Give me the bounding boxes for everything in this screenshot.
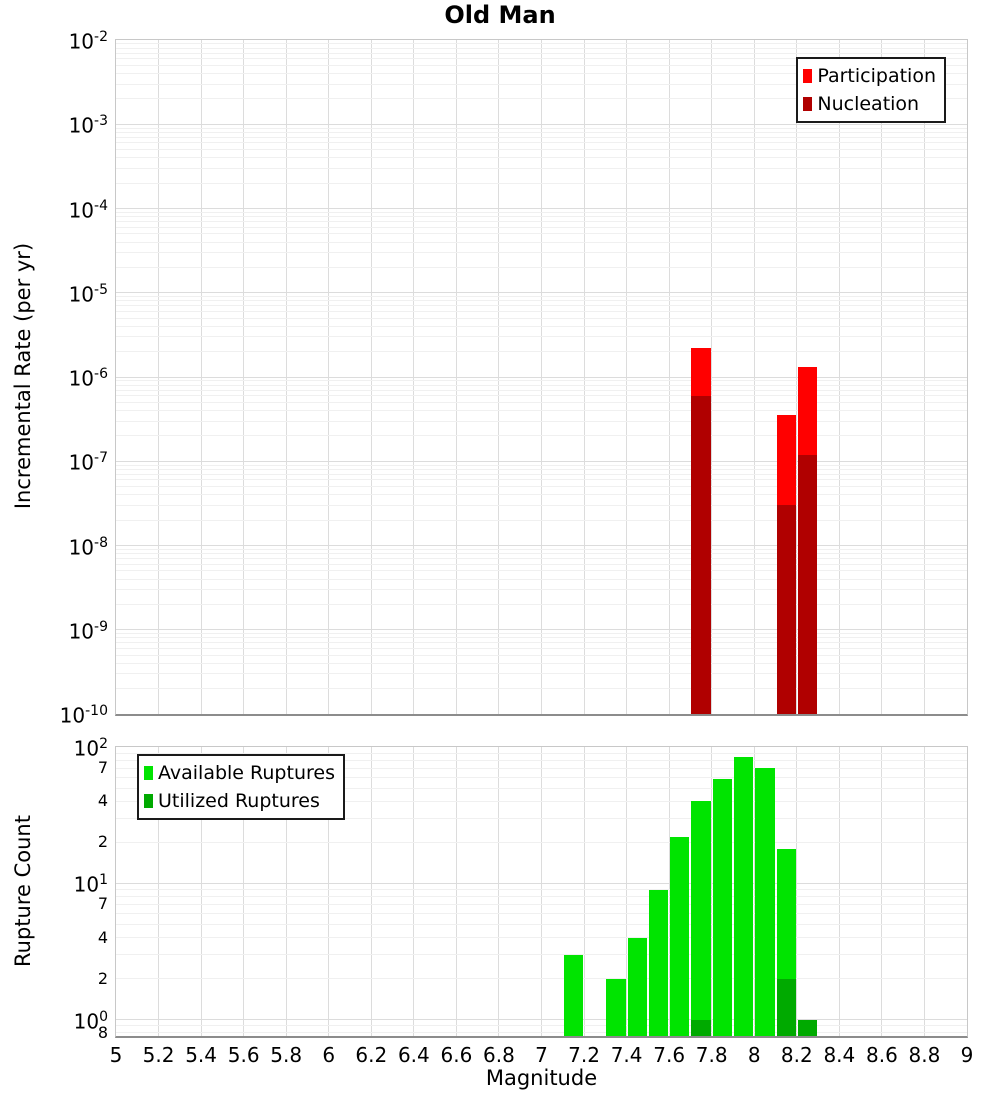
gridline-horizontal [116,336,967,337]
gridline-horizontal [116,655,967,656]
y-tick-label: $10^{-3}$ [68,113,108,138]
x-tick-label: 7 [535,1043,548,1067]
bar-available-ruptures [606,979,625,1036]
legend-label-available-ruptures: Available Ruptures [158,762,335,784]
gridline-horizontal [116,305,967,306]
gridline-horizontal [116,629,967,630]
gridline-horizontal [116,292,967,293]
gridline-horizontal [116,570,967,571]
y-tick-label: $10^{-2}$ [68,29,108,54]
gridline-horizontal [116,688,967,689]
legend-label-participation: Participation [817,65,936,87]
x-tick-label: 8.6 [865,1043,898,1067]
gridline-horizontal [116,978,967,979]
gridline-horizontal [116,377,967,378]
gridline-horizontal [116,208,967,209]
gridline-horizontal [116,604,967,605]
gridline-horizontal [116,137,967,138]
gridline-horizontal [116,889,967,890]
x-tick-label: 8.2 [780,1043,813,1067]
gridline-horizontal [116,637,967,638]
y-minor-tick-label: 4 [97,927,108,947]
gridline-horizontal [116,461,967,462]
x-tick-label: 5.2 [142,1043,175,1067]
available-ruptures-swatch-icon [144,766,153,780]
gridline-vertical [796,747,797,1036]
gridline-vertical [498,747,499,1036]
y-minor-tick-label: 7 [97,894,108,914]
x-tick-label: 5 [109,1043,123,1067]
gridline-horizontal [116,648,967,649]
gridline-horizontal [116,128,967,129]
gridline-horizontal [116,1019,967,1020]
participation-swatch-icon [803,69,812,83]
count-legend [137,754,345,820]
gridline-vertical [924,747,925,1036]
gridline-horizontal [116,474,967,475]
gridline-horizontal [116,216,967,217]
rate-y-axis-label: Incremental Rate (per yr) [11,242,35,510]
x-tick-label: 9 [960,1043,974,1067]
x-tick-label: 6.4 [397,1043,430,1067]
y-tick-label: $10^{-7}$ [68,450,108,475]
y-minor-tick-label: 2 [97,832,108,852]
bar-utilized-ruptures [777,979,796,1036]
gridline-horizontal [116,435,967,436]
gridline-horizontal [116,318,967,319]
bar-available-ruptures [755,768,774,1036]
x-tick-label: 6.2 [355,1043,388,1067]
x-tick-label: 8 [747,1043,761,1067]
gridline-horizontal [116,924,967,925]
y-tick-label: $10^0$ [73,1008,108,1034]
gridline-vertical [371,747,372,1036]
x-tick-label: 7.6 [653,1043,686,1067]
bar-available-ruptures [713,779,732,1036]
gridline-horizontal [116,505,967,506]
x-tick-label: 5.6 [227,1043,260,1067]
count-y-axis-label: Rupture Count [11,814,35,967]
gridline-horizontal [116,937,967,938]
gridline-horizontal [116,124,967,125]
bar-nucleation [777,505,796,714]
count-plot-area [115,746,968,1038]
gridline-horizontal [116,545,967,546]
gridline-horizontal [116,486,967,487]
gridline-horizontal [116,212,967,213]
y-tick-label: $10^{-10}$ [59,703,108,728]
gridline-vertical [881,747,882,1036]
legend-label-utilized-ruptures: Utilized Ruptures [158,790,320,812]
bar-available-ruptures [628,938,647,1036]
gridline-horizontal [116,252,967,253]
gridline-horizontal [116,633,967,634]
y-tick-label: $10^{-4}$ [68,197,108,223]
gridline-horizontal [116,390,967,391]
gridline-horizontal [116,954,967,955]
bar-nucleation [798,455,817,714]
rate-legend [796,57,946,123]
gridline-horizontal [116,157,967,158]
gridline-horizontal [116,183,967,184]
rate-plot-area [115,39,968,716]
x-tick-label: 5.8 [270,1043,303,1067]
bar-utilized-ruptures [798,1020,817,1036]
y-minor-tick-label: 2 [97,968,108,988]
gridline-horizontal [116,479,967,480]
legend-label-nucleation: Nucleation [817,93,920,115]
gridline-horizontal [116,642,967,643]
y-minor-tick-label: 7 [97,758,108,778]
bar-utilized-ruptures [691,1020,710,1036]
gridline-horizontal [116,663,967,664]
gridline-vertical [584,747,585,1036]
gridline-horizontal [116,421,967,422]
gridline-horizontal [116,549,967,550]
y-minor-tick-label: 4 [97,791,108,811]
gridline-horizontal [116,904,967,905]
gridline-horizontal [116,883,967,884]
x-tick-label: 7.2 [568,1043,600,1067]
gridline-vertical [413,747,414,1036]
gridline-horizontal [116,842,967,843]
gridline-horizontal [116,558,967,559]
gridline-horizontal [116,520,967,521]
gridline-horizontal [116,553,967,554]
gridline-horizontal [116,53,967,54]
gridline-horizontal [116,168,967,169]
gridline-horizontal [116,233,967,234]
gridline-horizontal [116,1032,967,1033]
bar-available-ruptures [691,801,710,1036]
gridline-horizontal [116,913,967,914]
gridline-horizontal [116,326,967,327]
gridline-horizontal [116,48,967,49]
legend-item-utilized-ruptures [144,787,335,815]
gridline-horizontal [116,465,967,466]
gridline-horizontal [116,385,967,386]
x-tick-label: 8.8 [908,1043,941,1067]
x-tick-label: 6 [322,1043,336,1067]
y-minor-tick-label: 8 [97,1022,108,1042]
gridline-horizontal [116,227,967,228]
gridline-horizontal [116,300,967,301]
gridline-horizontal [116,494,967,495]
legend-item-available-ruptures [144,759,335,787]
x-tick-label: 7.4 [610,1043,643,1067]
gridline-horizontal [116,142,967,143]
gridline-horizontal [116,896,967,897]
bar-available-ruptures [649,890,668,1036]
gridline-horizontal [116,149,967,150]
x-tick-label: 8.4 [823,1043,856,1067]
gridline-horizontal [116,132,967,133]
legend-item-nucleation [803,90,936,118]
utilized-ruptures-swatch-icon [144,794,153,808]
gridline-vertical [541,747,542,1036]
gridline-horizontal [116,589,967,590]
y-tick-label: $10^2$ [73,736,108,761]
y-tick-label: $10^{-8}$ [68,534,108,560]
x-tick-label: 6.6 [440,1043,473,1067]
gridline-horizontal [116,267,967,268]
y-tick-label: $10^{-6}$ [68,366,108,391]
gridline-horizontal [116,402,967,403]
y-tick-label: $10^{-9}$ [68,618,108,644]
x-tick-label: 5.4 [185,1043,217,1067]
gridline-horizontal [116,673,967,674]
gridline-horizontal [116,410,967,411]
gridline-vertical [839,747,840,1036]
bar-available-ruptures [670,837,689,1036]
gridline-horizontal [116,579,967,580]
y-tick-label: $10^1$ [73,872,108,898]
gridline-horizontal [116,311,967,312]
gridline-vertical [456,747,457,1036]
gridline-horizontal [116,395,967,396]
chart-title: Old Man [444,1,556,29]
legend-item-participation [803,62,936,90]
gridline-horizontal [116,242,967,243]
x-tick-label: 6.8 [483,1043,515,1067]
x-tick-label: 7.8 [695,1043,728,1067]
bar-available-ruptures [564,955,583,1036]
gridline-horizontal [116,351,967,352]
y-tick-label: $10^{-5}$ [68,281,108,307]
gridline-horizontal [116,43,967,44]
gridline-horizontal [116,221,967,222]
x-axis-label: Magnitude [485,1066,598,1090]
gridline-horizontal [116,469,967,470]
gridline-horizontal [116,564,967,565]
gridline-horizontal [116,1025,967,1026]
gridline-horizontal [116,296,967,297]
gridline-horizontal [116,380,967,381]
nucleation-swatch-icon [803,97,812,111]
bar-nucleation [691,396,710,714]
bar-available-ruptures [734,757,753,1036]
